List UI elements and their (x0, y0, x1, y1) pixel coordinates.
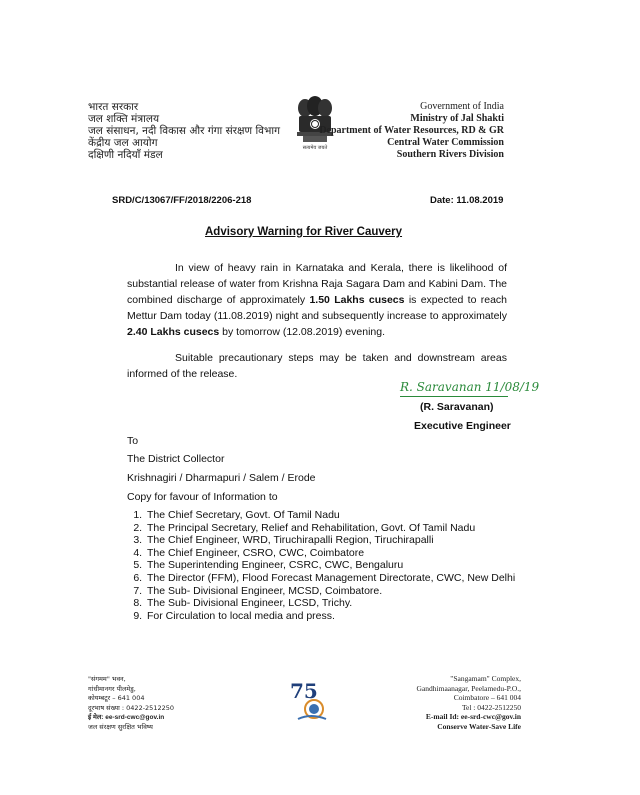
hindi-line: जल शक्ति मंत्रालय (88, 113, 160, 125)
copy-heading: Copy for favour of Information to (127, 491, 278, 503)
anniversary-logo (288, 679, 334, 725)
paragraph-text: Suitable precautionary steps may be taken and downstream areas informed of the release. (127, 352, 507, 380)
recipient-line: The District Collector (127, 453, 225, 465)
footer-line: "संगमम" भवन, (88, 675, 126, 683)
english-line: Department of Water Resources, RD & GR (319, 125, 504, 136)
footer-line: Gandhimaanagar, Peelamedu-P.O., (416, 683, 521, 693)
footer-line: गांधीमानगर पीलमेडु, (88, 684, 136, 693)
list-item: 8. The Sub- Divisional Engineer, LCSD, Trichy. (145, 597, 525, 610)
footer-line: E-mail Id: ee-srd-cwc@gov.in (425, 712, 521, 721)
hindi-line: जल संसाधन, नदी विकास और गंगा संरक्षण विभाग (88, 125, 281, 137)
to-label: To (127, 435, 139, 447)
list-item: 1. The Chief Secretary, Govt. Of Tamil Nadu (145, 509, 525, 522)
footer-line: Tel : 0422-2512250 (461, 702, 521, 712)
paragraph-text: by tomorrow (12.08.2019) evening. (219, 326, 385, 338)
footer-line: कोयम्बटूर – 641 004 (88, 694, 145, 702)
signatory-name: (R. Saravanan) (420, 401, 494, 413)
footer-english-address (390, 674, 521, 731)
hindi-line: केंद्रीय जल आयोग (88, 137, 158, 149)
reference-number: SRD/C/13067/FF/2018/2206-218 (112, 195, 252, 206)
paragraph-text: In view of heavy rain in Karnataka and Kerala, there is likelihood of substantial release of water from Krishna Raja Sagara Dam and Kabini Dam. The combined discharge of approximately (127, 262, 507, 306)
footer-line: "Sangamam" Complex, (450, 674, 521, 683)
signatory-designation: Executive Engineer (414, 420, 511, 432)
copy-list (127, 509, 525, 622)
signature-underline (400, 396, 508, 397)
list-item: 2. The Principal Secretary, Relief and Rehabilitation, Govt. Of Tamil Nadu (145, 522, 525, 535)
discharge-value-tomorrow: 2.40 Lakhs cusecs (127, 326, 220, 338)
list-item: 4. The Chief Engineer, CSRO, CWC, Coimbatore (145, 547, 525, 560)
header-english (310, 101, 504, 161)
advisory-paragraph (127, 260, 507, 340)
english-line: Government of India (420, 101, 504, 112)
hindi-line: दक्षिणी नदियाँ मंडल (88, 149, 163, 161)
list-item: 7. The Sub- Divisional Engineer, MCSD, Coimbatore. (145, 585, 525, 598)
letter-date: Date: 11.08.2019 (430, 195, 504, 206)
logo-number: 75 (290, 679, 318, 703)
header-hindi (88, 101, 288, 161)
footer-line: Coimbatore – 641 004 (453, 693, 521, 702)
list-item: 5. The Superintending Engineer, CSRC, CWC, Bengaluru (145, 559, 525, 572)
precaution-paragraph (127, 350, 507, 382)
english-line: Southern Rivers Division (396, 149, 504, 160)
english-line: Central Water Commission (387, 137, 504, 148)
footer-hindi-address (88, 675, 218, 732)
footer-line: जल संरक्षण सुरक्षित भविष्य (88, 722, 153, 731)
emblem-caption: सत्यमेव जयते (302, 145, 328, 151)
footer-line: ई मेल: ee-srd-cwc@gov.in (88, 714, 165, 721)
english-line: Ministry of Jal Shakti (410, 113, 504, 124)
hindi-line: भारत सरकार (88, 101, 139, 113)
list-item: 9. For Circulation to local media and press. (145, 610, 525, 623)
recipient-districts: Krishnagiri / Dharmapuri / Salem / Erode (127, 472, 316, 484)
list-item: 6. The Director (FFM), Flood Forecast Management Directorate, CWC, New Delhi (145, 572, 525, 585)
list-item: 3. The Chief Engineer, WRD, Tiruchirapalli Region, Tiruchirapalli (145, 534, 525, 547)
advisory-title: Advisory Warning for River Cauvery (205, 226, 403, 238)
discharge-value-today: 1.50 Lakhs cusecs (309, 294, 405, 306)
paragraph-text: is expected to reach Mettur Dam today (11.08.2019) night and subsequently increase to approximately (127, 294, 507, 322)
handwritten-signature: R. Saravanan 11/08/19 (400, 380, 540, 394)
footer-line: Conserve Water-Save Life (437, 721, 521, 731)
footer-line: दूरभाष संख्या : 0422-2512250 (88, 703, 174, 712)
